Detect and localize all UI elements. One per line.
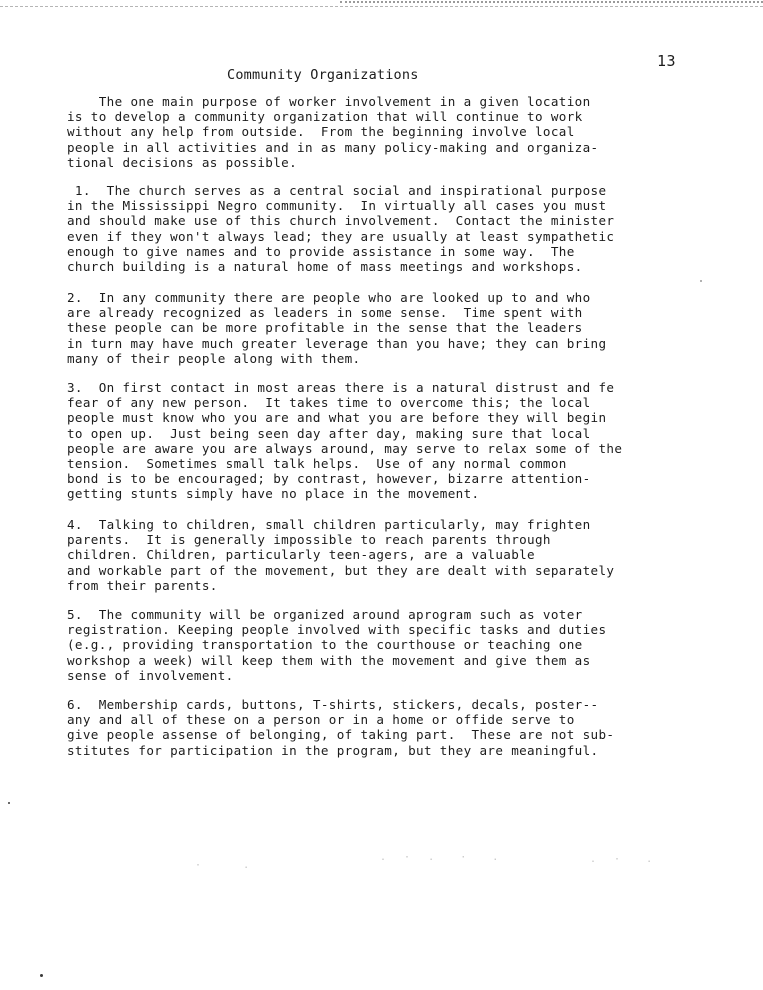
- scan-noise: · .: [195, 860, 252, 871]
- paragraph-intro: The one main purpose of worker involvement in a given location is to develop a community organization that will continue to work without any help from outside. From the beginning involve local people in all activities and in as many policy-making and organiza- tional decisions as possible.: [67, 94, 599, 170]
- scan-speck: [40, 974, 43, 977]
- scan-noise: . · .: [590, 854, 655, 865]
- scan-dotted-line: [340, 1, 763, 6]
- paragraph-item-4: 4. Talking to children, small children particularly, may frighten parents. It is generally impossible to reach parents through children. Children, particularly teen-agers, are a valuable and workable part of the movement, but they are dealt with separately from their parents.: [67, 517, 615, 593]
- scan-noise: . · . · .: [380, 852, 501, 863]
- paragraph-item-5: 5. The community will be organized around aprogram such as voter registration. Keeping people involved with specific tasks and duties (e.g., providing transportation to the courthouse or teaching one workshop a week) will keep them with the movement and give them as sense of involvement.: [67, 607, 607, 683]
- paragraph-item-2: 2. In any community there are people who are looked up to and who are already recognized as leaders in some sense. Time spent with these people can be more profitable in the sense that the leaders in turn may have much greater leverage than you have; they can bring many of their people along with them.: [67, 290, 607, 366]
- paragraph-item-6: 6. Membership cards, buttons, T-shirts, stickers, decals, poster-- any and all of these on a person or in a home or offide serve to give people assense of belonging, of taking part. These are not sub- stitutes for participation in the program, but they are meaningful.: [67, 697, 615, 758]
- paragraph-item-3: 3. On first contact in most areas there is a natural distrust and fe fear of any new person. It takes time to overcome this; the local people must know who you are and what you are before they will begin to open up. Just being seen day after day, making sure that local people are aware you are always around, may serve to relax some of the tension. Sometimes small talk helps. Use of any normal common bond is to be encouraged; by contrast, however, bizarre attention- getting stunts simply have no place in the movement.: [67, 380, 623, 502]
- page-number: 13: [657, 52, 677, 70]
- scan-edge-artifact: [0, 0, 763, 7]
- paragraph-item-1: 1. The church serves as a central social and inspirational purpose in the Mississippi Negro community. In virtually all cases you must and should make use of this church involvement. Contact the minister even if they won't always lead; they are usually at least sympathetic enough to give names and to provide assistance in some way. The church building is a natural home of mass meetings and workshops.: [67, 183, 615, 275]
- scan-speck: [700, 280, 702, 282]
- page-title: Community Organizations: [227, 67, 419, 83]
- scan-speck: [8, 802, 10, 804]
